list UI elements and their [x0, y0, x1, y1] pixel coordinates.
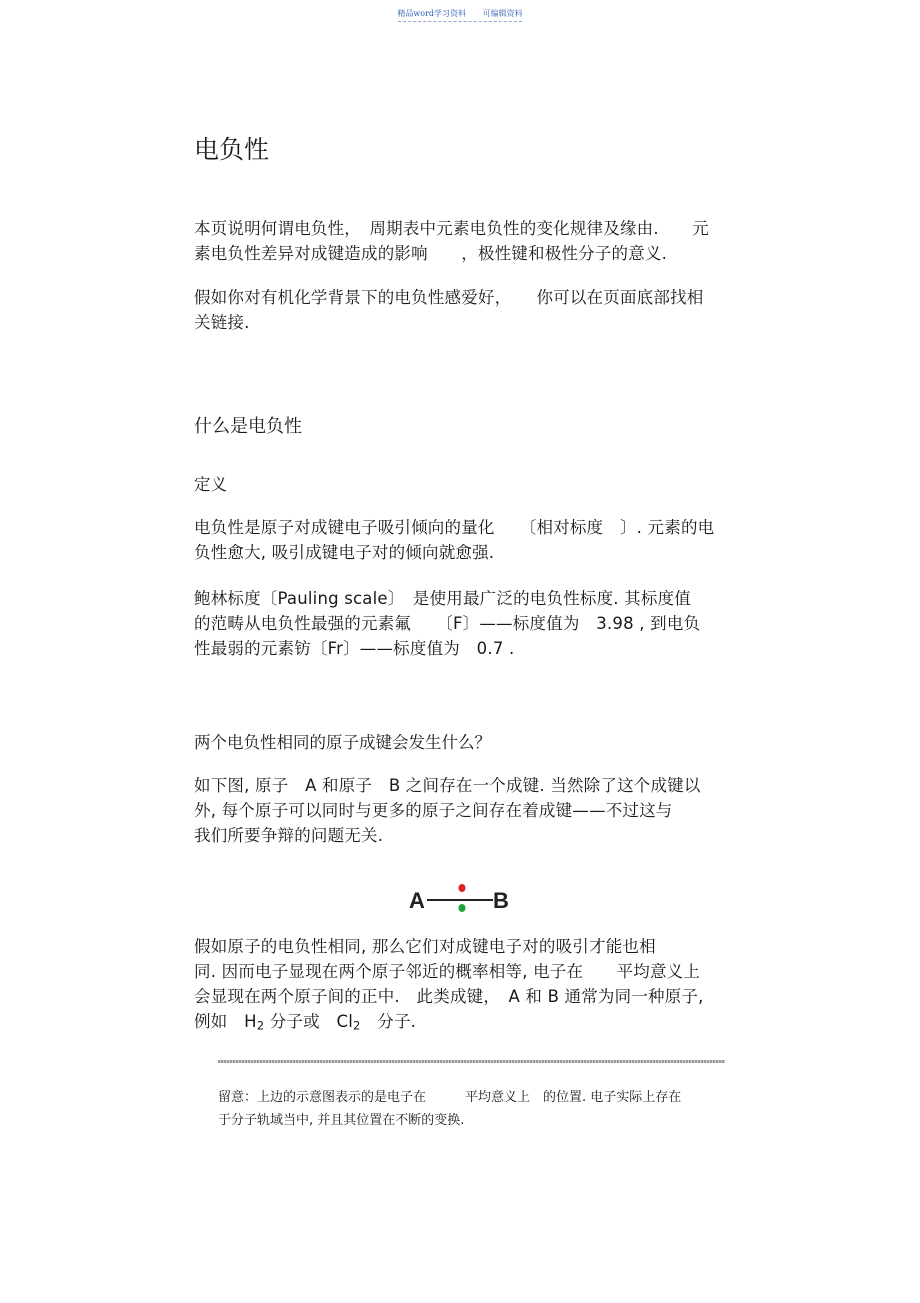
definition-paragraph-1: [194, 515, 728, 565]
section-heading-what: 什么是电负性: [194, 416, 302, 437]
intro-p2-line1: 假如你对有机化学背景下的电负性感爱好， 你可以在页面底部找相: [194, 288, 704, 307]
def-p2-line1: 鲍林标度〔Pauling scale〕 是使用最广泛的电负性标度. 其标度值: [194, 589, 691, 608]
def-p2-line2: 的范畴从电负性最强的元素氟 〔F〕——标度值为 3.98 , 到电负: [194, 614, 701, 633]
intro-p1-line2: 素电负性差异对成键造成的影响 ，极性键和极性分子的意义.: [194, 244, 668, 263]
subheading-definition: 定义: [194, 475, 227, 494]
cl2-subscript: 2: [353, 1018, 361, 1033]
definition-paragraph-2: [194, 586, 728, 661]
def-p1-line1: 电负性是原子对成键电子吸引倾向的量化 〔相对标度 〕. 元素的电: [194, 518, 715, 537]
example-mid: 分子或 Cl: [264, 1012, 354, 1031]
section-divider: [218, 1060, 725, 1063]
electron-bottom-dot: [459, 904, 466, 912]
def-p2-line3: 性最弱的元素钫〔Fr〕——标度值为 0.7 .: [194, 639, 515, 658]
same-p1-line3: 我们所要争辩的问题无关.: [194, 826, 384, 845]
page-header: [0, 8, 920, 19]
electron-top-dot: [459, 884, 466, 892]
h2-subscript: 2: [256, 1018, 265, 1033]
intro-p1-line1: 本页说明何谓电负性， 周期表中元素电负性的变化规律及缘由. 元: [194, 219, 709, 238]
example-prefix: 例如 H: [194, 1012, 257, 1031]
same-paragraph-1: [194, 773, 728, 848]
page-title: 电负性: [194, 135, 270, 164]
same-p2-line3: 会显现在两个原子间的正中. 此类成键， A 和 B 通常为同一种原子,: [194, 987, 704, 1006]
atom-b-label: B: [493, 888, 509, 913]
note-line1: 留意：上边的示意图表示的是电子在 平均意义上 的位置. 电子实际上存在: [218, 1090, 682, 1105]
note-paragraph: [218, 1086, 718, 1132]
header-rule: [398, 21, 522, 22]
bond-diagram: [405, 878, 515, 918]
same-p1-line2: 外, 每个原子可以同时与更多的原子之间存在着成键——不过这与: [194, 801, 673, 820]
intro-p2-line2: 关链接.: [194, 313, 250, 332]
section-heading-same: 两个电负性相同的原子成键会发生什么？: [194, 733, 491, 752]
same-p2-line1: 假如原子的电负性相同, 那么它们对成键电子对的吸引才能也相: [194, 937, 656, 956]
same-p2-line4: [194, 1009, 728, 1038]
header-right-text: 可编辑资料: [482, 9, 523, 18]
note-line2: 于分子轨域当中, 并且其位置在不断的变换.: [218, 1113, 465, 1128]
intro-paragraph-1: [194, 216, 728, 266]
intro-paragraph-2: [194, 285, 728, 335]
header-left-text: 精品word学习资料: [397, 9, 467, 18]
same-paragraph-2: [194, 934, 728, 1038]
example-suffix: 分子.: [360, 1012, 417, 1031]
same-p1-line1: 如下图, 原子 A 和原子 B 之间存在一个成键. 当然除了这个成键以: [194, 776, 701, 795]
same-p2-line2: 同. 因而电子显现在两个原子邻近的概率相等, 电子在 平均意义上: [194, 962, 701, 981]
atom-a-label: A: [409, 888, 425, 913]
def-p1-line2: 负性愈大, 吸引成键电子对的倾向就愈强.: [194, 543, 495, 562]
